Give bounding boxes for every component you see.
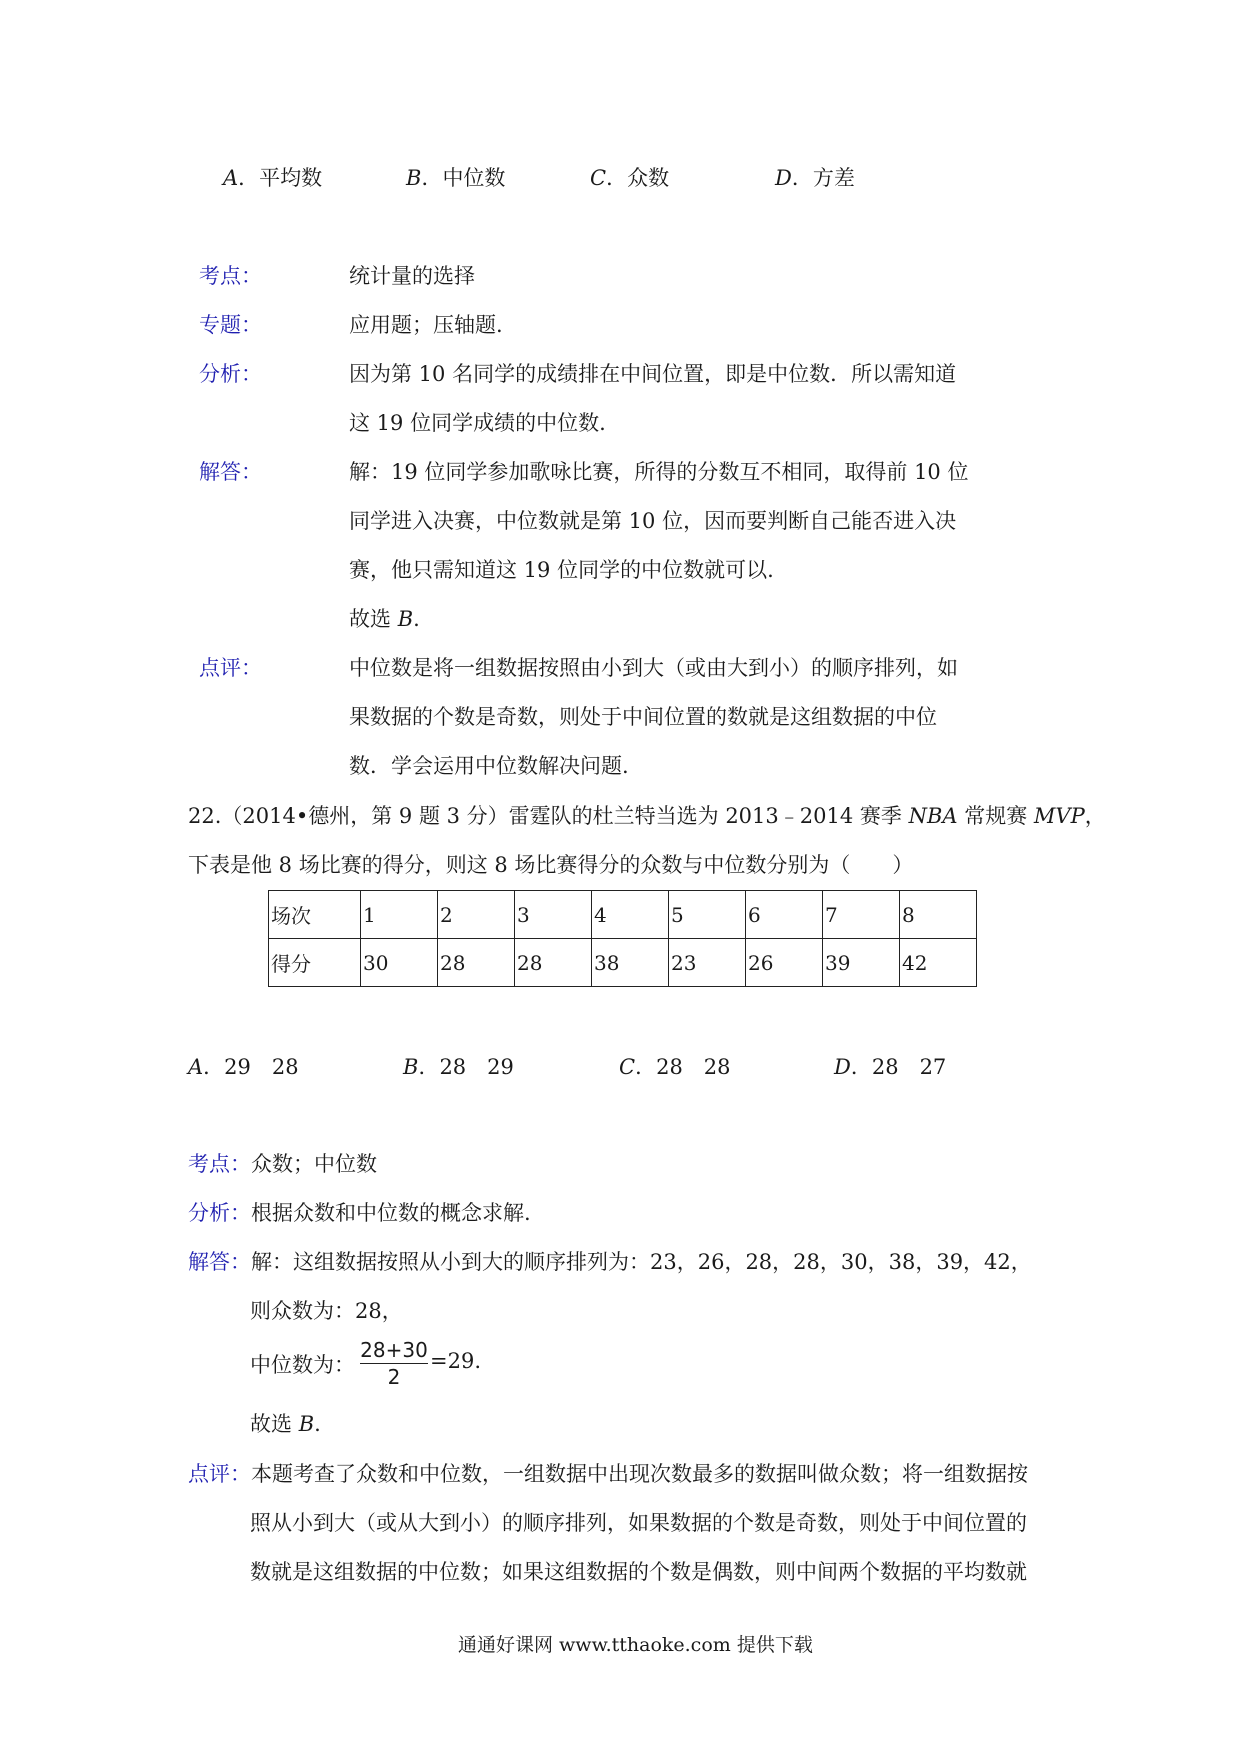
q21-fenxi-line: 这 19 位同学成绩的中位数. bbox=[349, 411, 606, 435]
table-cell: 23 bbox=[669, 939, 746, 987]
q21-dianping-label: 点评： bbox=[199, 656, 262, 680]
q22-jieda-choice: 故选 B. bbox=[250, 1412, 321, 1436]
table-cell: 30 bbox=[361, 939, 438, 987]
q22-jieda-label: 解答： bbox=[188, 1250, 251, 1274]
q22-kaodian-label: 考点： bbox=[188, 1152, 251, 1176]
table-header-cell: 得分 bbox=[269, 939, 361, 987]
q22-median-prefix: 中位数为： bbox=[250, 1353, 355, 1377]
q21-fenxi-label: 分析： bbox=[199, 362, 262, 386]
q22-stem-line2: 下表是他 8 场比赛的得分，则这 8 场比赛得分的众数与中位数分别为（ ） bbox=[188, 853, 914, 877]
q21-dianping-line: 中位数是将一组数据按照由小到大（或由大到小）的顺序排列，如 bbox=[349, 656, 958, 680]
q22-jieda-mode: 则众数为：28， bbox=[250, 1299, 403, 1323]
table-cell: 42 bbox=[900, 939, 977, 987]
q22-option-c: C．28 28 bbox=[619, 1055, 731, 1079]
table-cell: 38 bbox=[592, 939, 669, 987]
q22-score-table bbox=[268, 890, 977, 987]
table-cell: 3 bbox=[515, 891, 592, 939]
q21-dianping-line: 数．学会运用中位数解决问题. bbox=[349, 754, 629, 778]
table-cell: 8 bbox=[900, 891, 977, 939]
table-cell: 6 bbox=[746, 891, 823, 939]
q22-stem-line1: 22.（2014•德州，第 9 题 3 分）雷霆队的杜兰特当选为 2013﹣2014 赛季 NBA 常规赛 MVP， bbox=[188, 804, 1106, 828]
q22-dianping-label: 点评： bbox=[188, 1462, 251, 1486]
q21-option-c: C．众数 bbox=[590, 166, 670, 190]
q21-kaodian-label: 考点： bbox=[199, 264, 262, 288]
table-cell: 26 bbox=[746, 939, 823, 987]
q21-jieda-line: 同学进入决赛，中位数就是第 10 位，因而要判断自己能否进入决 bbox=[349, 509, 957, 533]
q22-option-a: A．29 28 bbox=[188, 1055, 299, 1079]
table-cell: 5 bbox=[669, 891, 746, 939]
q21-jieda-line: 赛，他只需知道这 19 位同学的中位数就可以. bbox=[349, 558, 774, 582]
q22-dianping-line: 数就是这组数据的中位数；如果这组数据的个数是偶数，则中间两个数据的平均数就 bbox=[250, 1560, 1027, 1584]
q21-jieda-line: 解：19 位同学参加歌咏比赛，所得的分数互不相同，取得前 10 位 bbox=[349, 460, 969, 484]
table-row bbox=[269, 939, 977, 987]
q22-dianping-line: 点评：本题考查了众数和中位数，一组数据中出现次数最多的数据叫做众数；将一组数据按 bbox=[188, 1462, 1028, 1486]
q22-option-b: B．28 29 bbox=[403, 1055, 514, 1079]
q21-option-a: A．平均数 bbox=[223, 166, 323, 190]
q22-jieda-line: 解答：解：这组数据按照从小到大的顺序排列为：23，26，28，28，30，38，39，42， bbox=[188, 1250, 1032, 1274]
q22-option-d: D．28 27 bbox=[834, 1055, 947, 1079]
table-header-cell: 场次 bbox=[269, 891, 361, 939]
q21-option-b: B．中位数 bbox=[406, 166, 506, 190]
median-fraction bbox=[358, 1338, 430, 1389]
q22-dianping-line: 照从小到大（或从大到小）的顺序排列，如果数据的个数是奇数，则处于中间位置的 bbox=[250, 1511, 1027, 1535]
q21-fenxi-line: 因为第 10 名同学的成绩排在中间位置，即是中位数．所以需知道 bbox=[349, 362, 957, 386]
q21-option-d: D．方差 bbox=[775, 166, 855, 190]
table-cell: 1 bbox=[361, 891, 438, 939]
table-cell: 39 bbox=[823, 939, 900, 987]
table-row bbox=[269, 891, 977, 939]
q22-fenxi-label: 分析： bbox=[188, 1201, 251, 1225]
q21-kaodian: 统计量的选择 bbox=[349, 264, 475, 288]
q21-zhuanti: 应用题；压轴题. bbox=[349, 313, 503, 337]
q21-jieda-label: 解答： bbox=[199, 460, 262, 484]
fraction-bar bbox=[360, 1363, 428, 1364]
table-cell: 28 bbox=[438, 939, 515, 987]
fraction-numerator: 28+30 bbox=[360, 1338, 428, 1362]
fraction-denominator: 2 bbox=[387, 1365, 401, 1389]
q22-kaodian: 考点：众数；中位数 bbox=[188, 1152, 377, 1176]
table-cell: 7 bbox=[823, 891, 900, 939]
q22-fenxi: 分析：根据众数和中位数的概念求解. bbox=[188, 1201, 531, 1225]
table-cell: 28 bbox=[515, 939, 592, 987]
q21-jieda-choice: 故选 B. bbox=[349, 607, 420, 631]
q21-dianping-line: 果数据的个数是奇数，则处于中间位置的数就是这组数据的中位 bbox=[349, 705, 937, 729]
q22-median-result: =29. bbox=[430, 1349, 481, 1373]
page-footer: 通通好课网 www.tthaoke.com 提供下载 bbox=[458, 1634, 813, 1656]
table-cell: 2 bbox=[438, 891, 515, 939]
q21-zhuanti-label: 专题： bbox=[199, 313, 262, 337]
table-cell: 4 bbox=[592, 891, 669, 939]
